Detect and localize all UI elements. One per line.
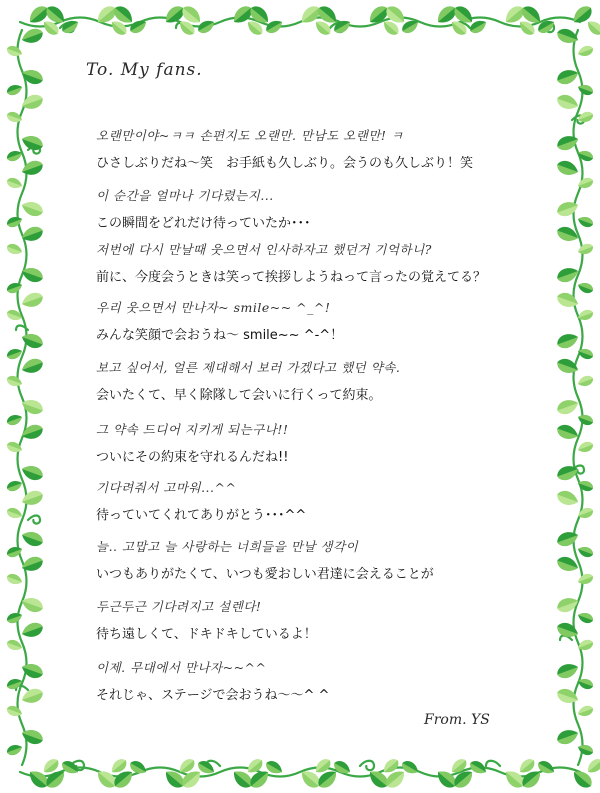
leaf-icon [5,44,23,59]
leaf-icon [5,610,23,625]
japanese-translation-line: 前に、今度会うときは笑って挨拶しようねって言ったの覚えてる？ [96,270,487,285]
paragraph [96,478,516,523]
leaf-icon [20,199,45,219]
leaf-icon [555,727,580,747]
korean-handwritten-line: 이제. 무대에서 만나자~~^^ [96,660,267,675]
leaf-icon [555,290,580,310]
leaf-icon [576,440,594,455]
leaf-icon [20,133,45,153]
leaf-icon [576,44,594,59]
leaf-icon [576,610,594,625]
japanese-translation-line: いつもありがたくて、いつも愛おしい君達に会えることが [96,567,434,582]
japanese-translation-line: 待っていてくれてありがとう･･･^^ [96,508,307,523]
leaf-icon [576,214,594,229]
japanese-translation-line: この瞬間をどれだけ待っていたか･･･ [96,216,311,231]
vine-tendril [28,516,40,524]
leaf-icon [5,478,23,493]
leaf-icon [585,756,600,776]
leaf-icon [20,529,45,549]
paragraph [96,240,516,285]
signature: From. YS [424,712,490,728]
paragraph [96,298,516,343]
leaf-icon [20,620,45,640]
leaf-icon [5,704,23,719]
japanese-translation-line: ついにその約束を守れるんだね!! [96,450,289,465]
greeting: To. My fans. [86,60,203,80]
paragraph [96,537,516,582]
leaf-icon [5,280,23,295]
korean-handwritten-line: 그 약속 드디어 지키게 되는구나!! [96,422,289,437]
japanese-translation-line: それじゃ、ステージで会おうね～～^ ^ [96,688,330,703]
leaf-icon [20,158,45,178]
leaf-icon [20,290,45,310]
leaf-icon [5,374,23,389]
leaf-icon [576,742,594,757]
paragraph [96,186,516,231]
leaf-icon [20,26,45,46]
leaf-icon [5,242,23,257]
leaf-icon [576,374,594,389]
leaf-icon [20,463,45,483]
leaf-icon [576,242,594,257]
korean-handwritten-line: 늘.. 고맙고 늘 사랑하는 너희들을 만날 생각이 [96,539,359,554]
leaf-icon [576,82,594,97]
paragraph [96,358,516,403]
leaf-icon [5,412,23,427]
leaf-icon [555,488,580,508]
leaf-icon [555,158,580,178]
japanese-translation-line: 待ち遠しくて、ドキドキしているよ！ [96,627,317,642]
leaf-icon [555,661,580,681]
korean-handwritten-line: 저번에 다시 만날때 웃으면서 인사하자고 했던거 기억하니? [96,242,432,257]
leaf-icon [5,82,23,97]
paragraph [96,597,516,642]
leaf-icon [5,176,23,191]
korean-handwritten-line: 오랜만이야~ㅋㅋ 손편지도 오랜만. 만남도 오랜만! ㅋ [96,128,404,143]
leaf-icon [555,529,580,549]
japanese-translation-line: ひさしぶりだね～笑 お手紙も久しぶり。会うのも久しぶり！笑 [96,156,474,171]
leaf-icon [555,199,580,219]
korean-handwritten-line: 두근두근 기다려지고 설렌다! [96,599,262,614]
leaf-icon [576,572,594,587]
leaf-icon [5,214,23,229]
korean-handwritten-line: 이 순간을 얼마나 기다렸는지... [96,188,274,203]
leaf-icon [576,280,594,295]
leaf-icon [555,92,580,112]
leaf-icon [5,506,23,521]
leaf-icon [5,572,23,587]
korean-handwritten-line: 우리 웃으면서 만나자~ smile~~ ^_^! [96,300,331,315]
vine-tendril [360,761,374,770]
korean-handwritten-line: 보고 싶어서, 얼른 제대해서 보러 가겠다고 했던 약속. [96,360,401,375]
leaf-icon [576,412,594,427]
leaf-icon [5,742,23,757]
paragraph [96,420,516,465]
leaf-icon [20,331,45,351]
paragraph [96,126,516,171]
leaf-icon [576,704,594,719]
korean-handwritten-line: 기다려줘서 고마워...^^ [96,480,237,495]
leaf-icon [20,686,45,706]
japanese-translation-line: 会いたくて、早く除隊して会いに行くって約束。 [96,388,382,403]
leaf-icon [555,331,580,351]
leaf-icon [555,397,580,417]
leaf-icon [20,356,45,376]
leaf-icon [20,488,45,508]
paragraph [96,658,516,703]
leaf-icon [576,544,594,559]
leaf-icon [585,18,600,38]
vine-tendril [486,761,500,766]
japanese-translation-line: みんな笑顔で会おうね～ smile~~ ^-^！ [96,328,344,343]
